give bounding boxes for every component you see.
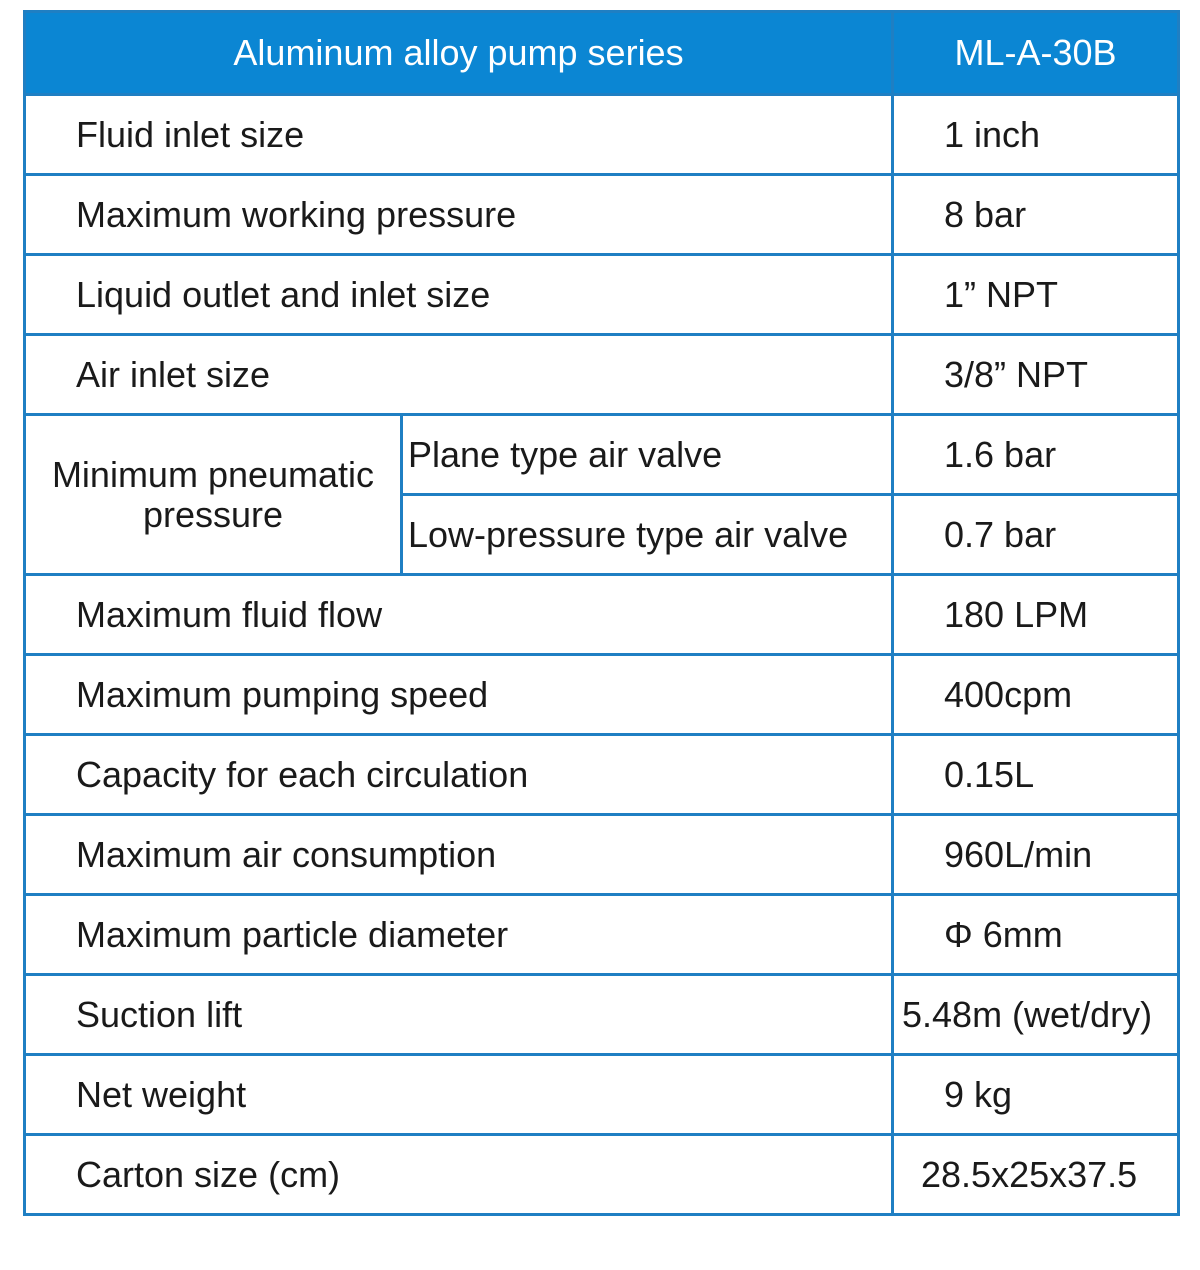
table-row	[25, 975, 1179, 1055]
pneumatic-group-label	[25, 415, 402, 575]
row-label: Fluid inlet size	[25, 95, 893, 175]
row-value: Φ 6mm	[893, 895, 1179, 975]
table-row	[25, 655, 1179, 735]
sub-row-value: 1.6 bar	[893, 415, 1179, 495]
table-row	[25, 415, 1179, 495]
row-value: 28.5x25x37.5	[893, 1135, 1179, 1215]
row-label: Maximum particle diameter	[25, 895, 893, 975]
table-row	[25, 575, 1179, 655]
row-label: Carton size (cm)	[25, 1135, 893, 1215]
row-value: 0.15L	[893, 735, 1179, 815]
pneumatic-label-line2: pressure	[142, 493, 284, 535]
row-value: 1” NPT	[893, 255, 1179, 335]
spec-table	[23, 10, 1180, 1216]
row-label: Maximum working pressure	[25, 175, 893, 255]
table-row	[25, 95, 1179, 175]
table-row	[25, 1055, 1179, 1135]
row-value: 180 LPM	[893, 575, 1179, 655]
series-title: Aluminum alloy pump series	[25, 12, 893, 95]
pneumatic-label-line1: Minimum pneumatic	[51, 453, 375, 495]
row-label: Maximum pumping speed	[25, 655, 893, 735]
table-row	[25, 815, 1179, 895]
row-label: Net weight	[25, 1055, 893, 1135]
row-label: Air inlet size	[25, 335, 893, 415]
row-value: 3/8” NPT	[893, 335, 1179, 415]
table-row	[25, 1135, 1179, 1215]
table-row	[25, 335, 1179, 415]
row-value: 1 inch	[893, 95, 1179, 175]
sub-row-label: Plane type air valve	[402, 415, 893, 495]
model-number: ML-A-30B	[893, 12, 1179, 95]
row-value: 5.48m (wet/dry)	[893, 975, 1179, 1055]
row-label: Suction lift	[25, 975, 893, 1055]
table-row	[25, 255, 1179, 335]
row-label: Maximum air consumption	[25, 815, 893, 895]
sub-row-value: 0.7 bar	[893, 495, 1179, 575]
table-row	[25, 175, 1179, 255]
row-value: 960L/min	[893, 815, 1179, 895]
row-value: 8 bar	[893, 175, 1179, 255]
row-label: Liquid outlet and inlet size	[25, 255, 893, 335]
table-row	[25, 895, 1179, 975]
row-value: 400cpm	[893, 655, 1179, 735]
table-row	[25, 735, 1179, 815]
row-label: Maximum fluid flow	[25, 575, 893, 655]
row-value: 9 kg	[893, 1055, 1179, 1135]
row-label: Capacity for each circulation	[25, 735, 893, 815]
header-row	[25, 12, 1179, 95]
sub-row-label: Low-pressure type air valve	[402, 495, 893, 575]
